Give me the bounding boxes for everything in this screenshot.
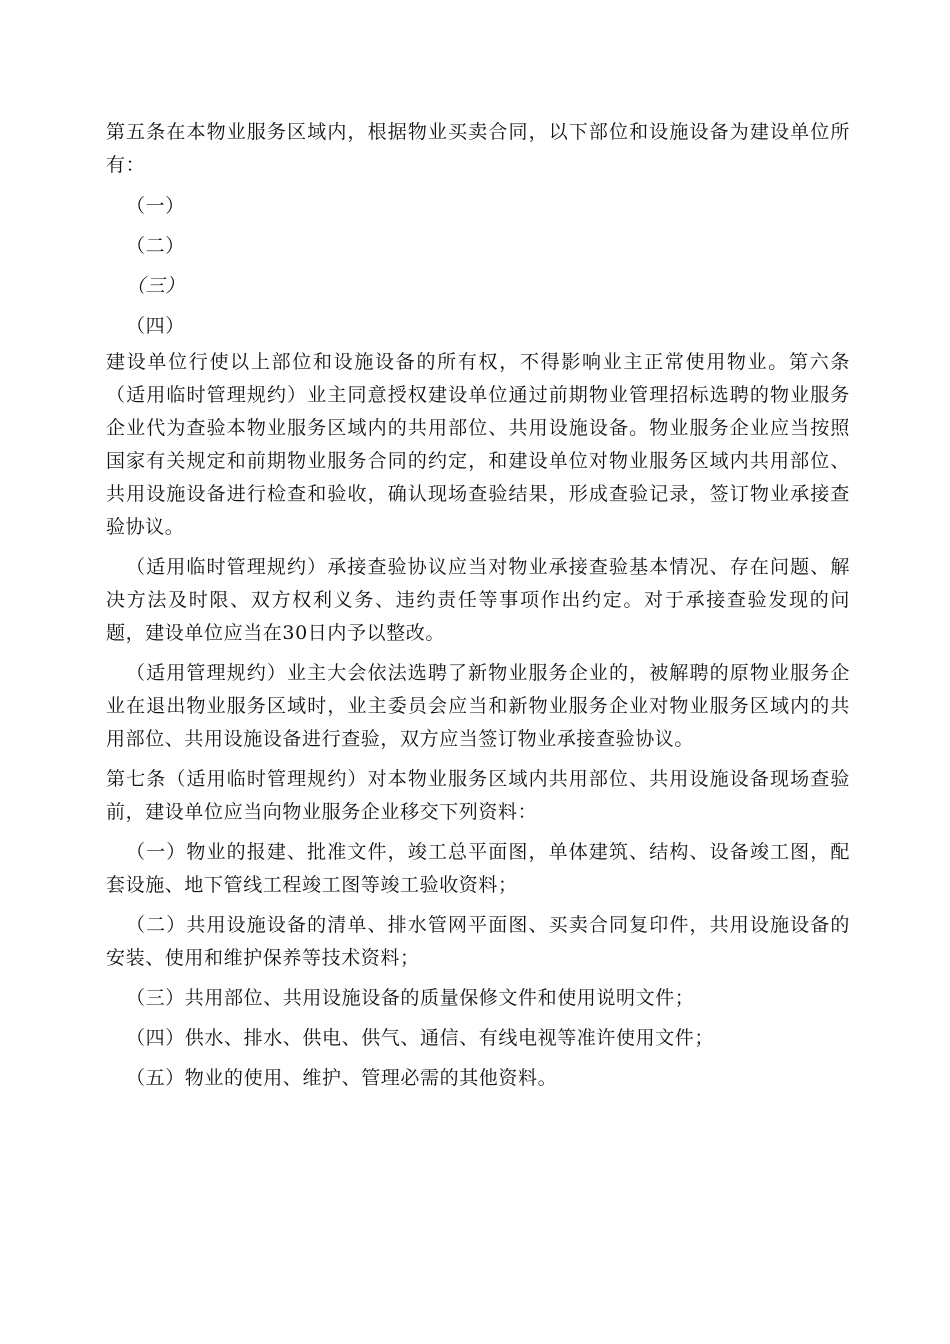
- article-7-item-3: （三）共用部位、共用设施设备的质量保修文件和使用说明文件；: [126, 987, 695, 1009]
- article-7-item-2: （二）共用设施设备的清单、排水管网平面图、买卖合同复印件，共用设施设备的安装、使用和维护保养等技术资料；: [106, 914, 850, 969]
- article-5-item-3: （三）: [126, 275, 185, 297]
- document-body: [106, 116, 850, 1095]
- article-7-paragraph: 第七条（适用临时管理规约）对本物业服务区域内共用部位、共用设施设备现场查验前，建设单位应当向物业服务企业移交下列资料：: [106, 768, 850, 823]
- new-service-company-paragraph: （适用管理规约）业主大会依法选聘了新物业服务企业的，被解聘的原物业服务企业在退出物业服务区域时，业主委员会应当和新物业服务企业对物业服务区域内的共用部位、共用设施设备进行查验，双方应当签订物业承接查验协议。: [106, 662, 850, 750]
- article-5-paragraph: 第五条在本物业服务区域内，根据物业买卖合同，以下部位和设施设备为建设单位所有：: [106, 121, 850, 176]
- article-5-item-1: （一）: [126, 195, 185, 217]
- inspection-agreement-paragraph: （适用临时管理规约）承接查验协议应当对物业承接查验基本情况、存在问题、解决方法及时限、双方权利义务、违约责任等事项作出约定。对于承接查验发现的问题，建设单位应当在30日内予以整改。: [106, 556, 850, 644]
- article-5-item-2: （二）: [126, 235, 185, 257]
- ownership-and-article-6-paragraph: 建设单位行使以上部位和设施设备的所有权，不得影响业主正常使用物业。第六条（适用临时管理规约）业主同意授权建设单位通过前期物业管理招标选聘的物业服务企业代为查验本物业服务区域内的共用部位、共用设施设备。物业服务企业应当按照国家有关规定和前期物业服务合同的约定，和建设单位对物业服务区域内共用部位、共用设施设备进行检查和验收，确认现场查验结果，形成查验记录，签订物业承接查验协议。: [106, 351, 850, 538]
- article-7-item-1: （一）物业的报建、批准文件，竣工总平面图，单体建筑、结构、设备竣工图，配套设施、地下管线工程竣工图等竣工验收资料；: [106, 841, 850, 896]
- article-7-item-4: （四）供水、排水、供电、供气、通信、有线电视等准许使用文件；: [126, 1027, 715, 1049]
- article-7-item-5: （五）物业的使用、维护、管理必需的其他资料。: [126, 1067, 558, 1089]
- article-5-item-4: （四）: [126, 315, 185, 337]
